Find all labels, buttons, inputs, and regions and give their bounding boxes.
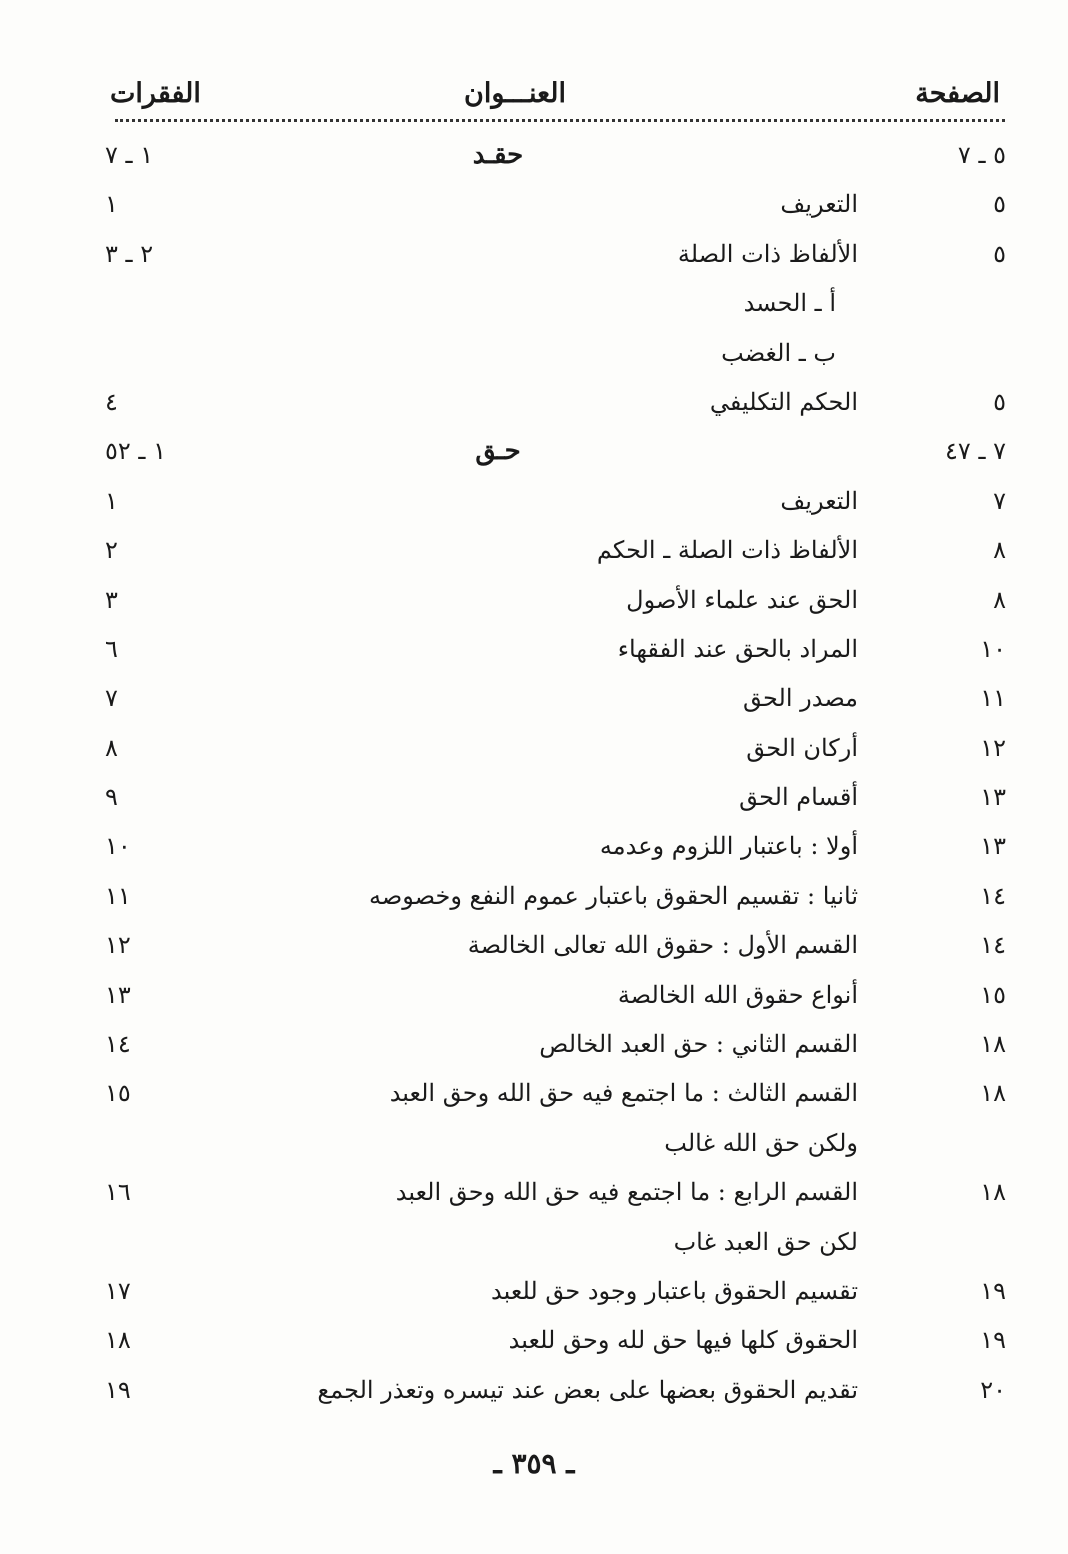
row-paragraphs: ١٦ xyxy=(105,1178,131,1207)
index-row xyxy=(0,1316,1068,1365)
row-paragraphs: ١٣ xyxy=(105,980,131,1009)
index-row xyxy=(0,1020,1068,1069)
row-paragraphs: ١٧ xyxy=(105,1276,131,1305)
index-row xyxy=(0,180,1068,229)
index-row xyxy=(0,1168,1068,1217)
row-title: حقـد xyxy=(472,140,524,170)
row-title: تقسيم الحقوق باعتبار وجود حق للعبد xyxy=(491,1276,858,1305)
row-paragraphs: ١٨ xyxy=(105,1326,131,1355)
row-paragraphs xyxy=(105,1218,205,1267)
row-paragraphs: ٢ xyxy=(105,536,118,565)
index-row xyxy=(0,1119,1068,1168)
row-title: الحقوق كلها فيها حق لله وحق للعبد xyxy=(508,1326,858,1355)
index-row xyxy=(0,1218,1068,1267)
row-title: القسم الأول : حقوق الله تعالى الخالصة xyxy=(467,931,858,960)
row-page: ١٥ xyxy=(980,980,1006,1009)
index-row xyxy=(0,724,1068,773)
index-row xyxy=(0,576,1068,625)
row-paragraphs: ٧ xyxy=(105,684,118,713)
row-paragraphs: ١ ـ ٧ xyxy=(105,141,154,169)
header-title-label: العنـــوان xyxy=(464,78,566,109)
row-paragraphs: ٤ xyxy=(105,387,118,416)
row-title: الحق عند علماء الأصول xyxy=(626,585,858,614)
row-title: التعريف xyxy=(780,486,858,515)
row-title: ب ـ الغضب xyxy=(721,338,836,367)
row-page: ١٢ xyxy=(980,733,1006,762)
header-paragraphs-label: الفقرات xyxy=(110,78,201,109)
row-title: لكن حق العبد غاب xyxy=(673,1227,858,1256)
row-page: ٥ xyxy=(993,239,1006,268)
row-page xyxy=(886,279,1006,328)
row-title: القسم الرابع : ما اجتمع فيه حق الله وحق العبد xyxy=(395,1178,858,1207)
row-paragraphs: ١١ xyxy=(105,881,131,910)
row-page: ٨ xyxy=(993,585,1006,614)
row-page: ٥ xyxy=(993,190,1006,219)
row-paragraphs xyxy=(105,329,205,378)
index-row xyxy=(0,477,1068,526)
row-paragraphs: ١٤ xyxy=(105,1030,131,1059)
row-page: ٧ ـ ٤٧ xyxy=(945,437,1006,466)
header-page-label: الصفحة xyxy=(915,78,1000,109)
row-paragraphs: ٣ xyxy=(105,585,118,614)
row-page: ١٩ xyxy=(980,1276,1006,1305)
row-paragraphs: ١ xyxy=(105,190,118,219)
row-title: أ ـ الحسد xyxy=(743,289,836,318)
row-paragraphs xyxy=(105,1119,205,1168)
index-row xyxy=(0,526,1068,575)
row-title: الألفاظ ذات الصلة ـ الحكم xyxy=(596,536,858,565)
row-page: ١٣ xyxy=(980,783,1006,812)
row-paragraphs: ١ xyxy=(105,486,118,515)
index-row xyxy=(0,279,1068,328)
row-title: أركان الحق xyxy=(746,733,858,762)
index-row xyxy=(0,625,1068,674)
row-page: ١٨ xyxy=(980,1030,1006,1059)
row-paragraphs xyxy=(105,279,205,328)
row-page: ١٨ xyxy=(980,1178,1006,1207)
index-row xyxy=(0,131,1068,180)
row-paragraphs: ٨ xyxy=(105,733,118,762)
index-row xyxy=(0,773,1068,822)
index-row xyxy=(0,378,1068,427)
index-row xyxy=(0,822,1068,871)
row-title: المراد بالحق عند الفقهاء xyxy=(617,634,858,663)
row-title: القسم الثالث : ما اجتمع فيه حق الله وحق العبد xyxy=(389,1079,858,1108)
row-page: ١٣ xyxy=(980,832,1006,861)
row-paragraphs: ١٥ xyxy=(105,1079,131,1108)
row-paragraphs: ١ ـ ٥٢ xyxy=(105,437,166,466)
row-page: ١٠ xyxy=(980,634,1006,663)
row-page: ٨ xyxy=(993,536,1006,565)
index-row xyxy=(0,1267,1068,1316)
index-row xyxy=(0,971,1068,1020)
row-paragraphs: ٢ ـ ٣ xyxy=(105,239,154,268)
dotted-divider xyxy=(115,119,1005,122)
row-title: التعريف xyxy=(780,190,858,219)
row-paragraphs: ٩ xyxy=(105,783,118,812)
row-title: أنواع حقوق الله الخالصة xyxy=(617,980,858,1009)
index-row xyxy=(0,1069,1068,1118)
row-page: ٢٠ xyxy=(980,1375,1006,1404)
row-page xyxy=(886,1218,1006,1267)
row-title: ولكن حق الله غالب xyxy=(664,1128,858,1157)
row-title: الألفاظ ذات الصلة xyxy=(677,239,858,268)
row-paragraphs: ٦ xyxy=(105,634,118,663)
row-page: ١١ xyxy=(980,684,1006,713)
index-row xyxy=(0,872,1068,921)
row-title: القسم الثاني : حق العبد الخالص xyxy=(539,1030,858,1059)
row-page: ١٤ xyxy=(980,931,1006,960)
row-title: تقديم الحقوق بعضها على بعض عند تيسره وتعذر الجمع xyxy=(317,1375,858,1404)
row-paragraphs: ١٢ xyxy=(105,931,131,960)
row-page: ١٨ xyxy=(980,1079,1006,1108)
index-row xyxy=(0,921,1068,970)
row-page xyxy=(886,329,1006,378)
row-page: ٥ ـ ٧ xyxy=(957,141,1006,169)
index-table xyxy=(0,131,1068,1415)
row-title: الحكم التكليفي xyxy=(709,387,858,416)
row-page xyxy=(886,1119,1006,1168)
page-number: ـ ٣٥٩ ـ xyxy=(493,1447,575,1480)
index-row xyxy=(0,1366,1068,1415)
index-row xyxy=(0,329,1068,378)
index-row xyxy=(0,230,1068,279)
index-row xyxy=(0,674,1068,723)
row-title: ثانيا : تقسيم الحقوق باعتبار عموم النفع وخصوصه xyxy=(369,881,858,910)
row-page: ١٩ xyxy=(980,1326,1006,1355)
row-title: مصدر الحق xyxy=(743,684,858,713)
row-page: ٧ xyxy=(993,486,1006,515)
row-page: ١٤ xyxy=(980,881,1006,910)
row-paragraphs: ١٠ xyxy=(105,832,131,861)
index-row xyxy=(0,427,1068,476)
row-title: أولا : باعتبار اللزوم وعدمه xyxy=(599,832,858,861)
row-title: أقسام الحق xyxy=(739,783,858,812)
row-paragraphs: ١٩ xyxy=(105,1375,131,1404)
row-title: حـق xyxy=(475,436,521,467)
row-page: ٥ xyxy=(993,387,1006,416)
